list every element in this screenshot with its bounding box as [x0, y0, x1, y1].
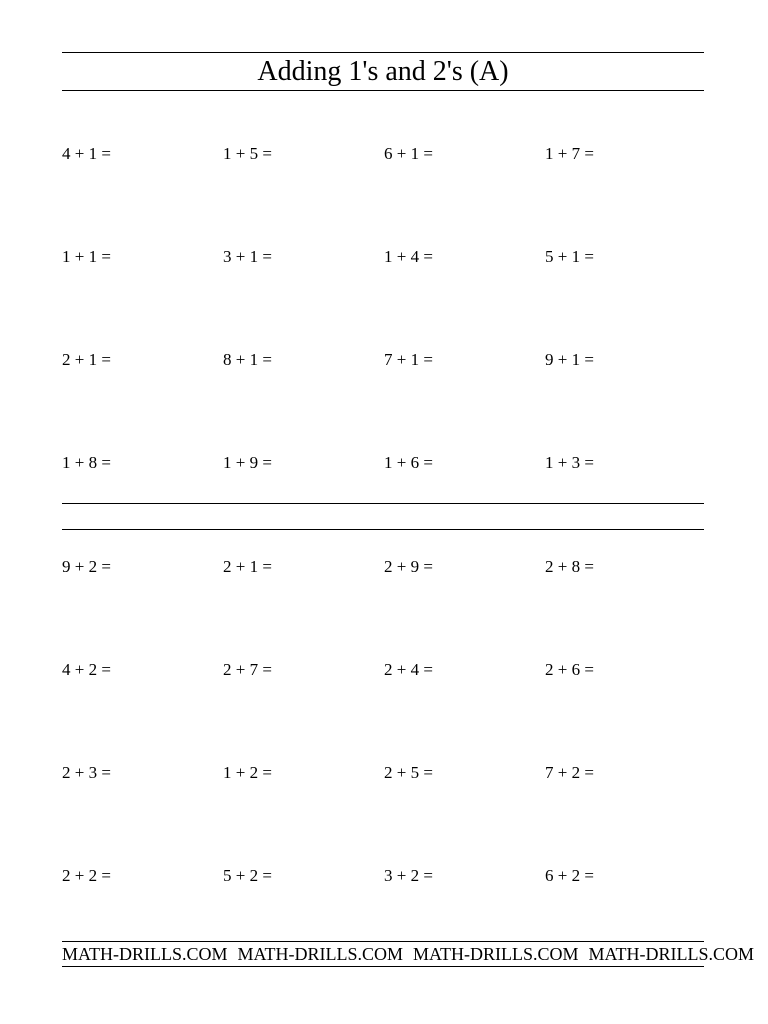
math-problem: 1 + 8 = — [62, 453, 111, 472]
math-problem: 1 + 6 = — [384, 453, 433, 472]
math-problem: 1 + 9 = — [223, 453, 272, 472]
math-problem: 4 + 2 = — [62, 660, 111, 679]
math-problem: 1 + 1 = — [62, 247, 111, 266]
math-problem: 2 + 3 = — [62, 763, 111, 782]
math-problem: 9 + 1 = — [545, 350, 594, 369]
footer-watermark-text: MATH-DRILLS.COM — [413, 944, 579, 964]
math-problem: 2 + 7 = — [223, 660, 272, 679]
footer-top-rule — [62, 941, 704, 942]
footer-bottom-rule — [62, 966, 704, 967]
footer-watermark-text: MATH-DRILLS.COM — [237, 944, 404, 964]
title-top-rule — [62, 52, 704, 53]
math-problem: 5 + 1 = — [545, 247, 594, 266]
footer-watermark — [62, 943, 755, 965]
math-problem: 3 + 2 = — [384, 866, 433, 885]
math-problem: 2 + 5 = — [384, 763, 433, 782]
math-problem: 2 + 2 = — [62, 866, 111, 885]
math-problem: 7 + 1 = — [384, 350, 433, 369]
section-divider-top-rule — [62, 503, 704, 504]
math-problem: 7 + 2 = — [545, 763, 594, 782]
title-bottom-rule — [62, 90, 704, 91]
math-problem: 3 + 1 = — [223, 247, 272, 266]
math-problem: 2 + 1 = — [223, 557, 272, 576]
math-problem: 2 + 1 = — [62, 350, 111, 369]
math-problem: 2 + 4 = — [384, 660, 433, 679]
math-problem: 1 + 2 = — [223, 763, 272, 782]
math-problem: 1 + 7 = — [545, 144, 594, 163]
math-problem: 8 + 1 = — [223, 350, 272, 369]
math-problem: 4 + 1 = — [62, 144, 111, 163]
math-problem: 5 + 2 = — [223, 866, 272, 885]
page-title: Adding 1's and 2's (A) — [257, 56, 509, 87]
math-problem: 1 + 5 = — [223, 144, 272, 163]
math-problem: 6 + 1 = — [384, 144, 433, 163]
footer-watermark-text: MATH-DRILLS.COM — [62, 944, 228, 964]
math-problem: 2 + 9 = — [384, 557, 433, 576]
math-problem: 6 + 2 = — [545, 866, 594, 885]
math-problem: 2 + 8 = — [545, 557, 594, 576]
section-divider-bottom-rule — [62, 529, 704, 530]
footer-watermark-text: MATH-DRILLS.COM — [588, 944, 755, 964]
math-problem: 2 + 6 = — [545, 660, 594, 679]
math-problem: 1 + 4 = — [384, 247, 433, 266]
math-problem: 9 + 2 = — [62, 557, 111, 576]
math-problem: 1 + 3 = — [545, 453, 594, 472]
